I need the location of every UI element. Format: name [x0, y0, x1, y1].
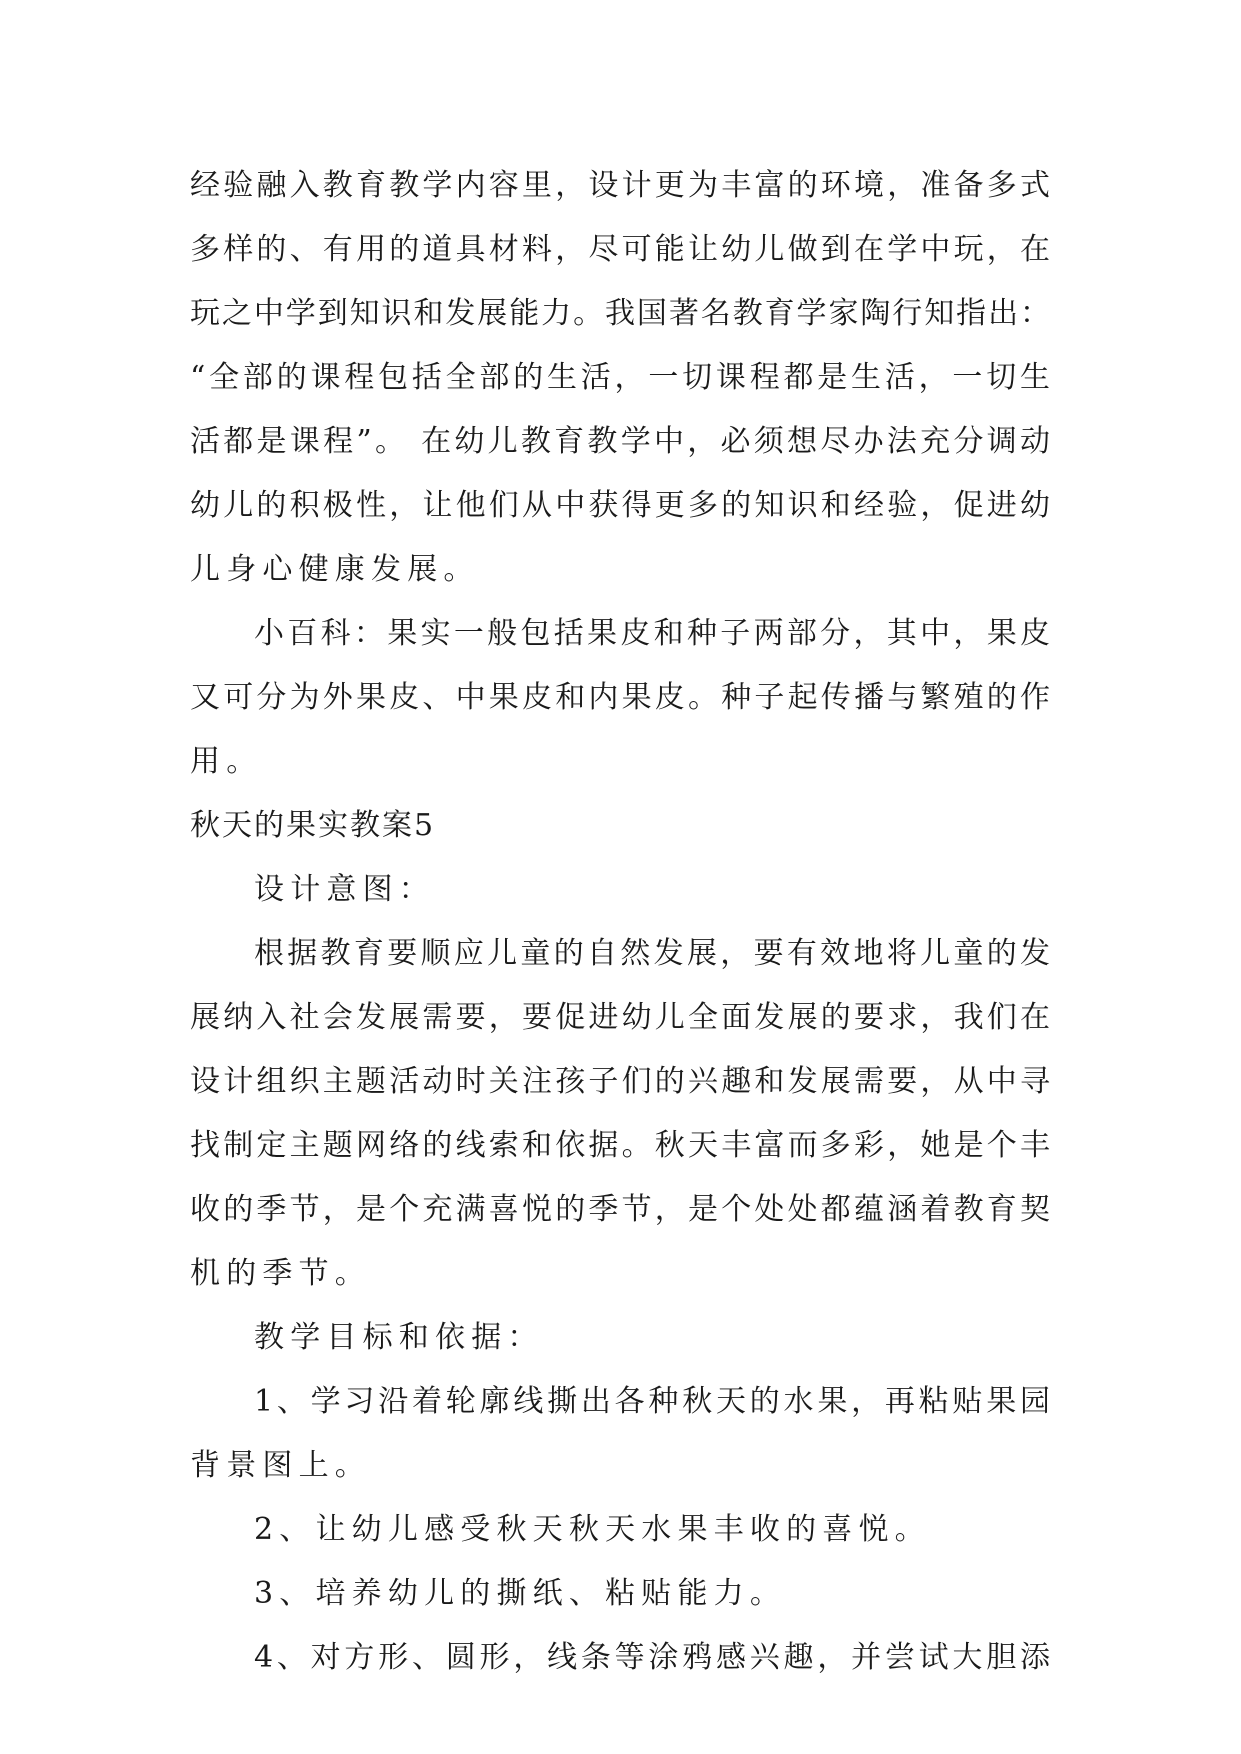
paragraph-line: 幼儿的积极性，让他们从中获得更多的知识和经验，促进幼 [190, 488, 1050, 523]
paragraph-line: 设计组织主题活动时关注孩子们的兴趣和发展需要，从中寻 [190, 1064, 1050, 1099]
paragraph-line: 收的季节，是个充满喜悦的季节，是个处处都蕴涵着教育契 [190, 1192, 1050, 1227]
paragraph-line: 又可分为外果皮、中果皮和内果皮。种子起传播与繁殖的作 [190, 680, 1050, 715]
paragraph-line: 儿身心健康发展。 [190, 552, 480, 587]
paragraph-line: 背景图上。 [190, 1448, 371, 1483]
paragraph-line: 多样的、有用的道具材料，尽可能让幼儿做到在学中玩，在 [190, 232, 1050, 267]
paragraph-line: 机的季节。 [190, 1256, 371, 1291]
paragraph-line: 用。 [190, 744, 263, 779]
paragraph-line: 2、让幼儿感受秋天秋天水果丰收的喜悦。 [254, 1512, 931, 1547]
paragraph-line: 玩之中学到知识和发展能力。我国著名教育学家陶行知指出： [190, 296, 1050, 331]
paragraph-line: 经验融入教育教学内容里，设计更为丰富的环境，准备多式 [190, 168, 1050, 203]
paragraph-line: 3、培养幼儿的撕纸、粘贴能力。 [254, 1576, 787, 1611]
paragraph-line: 小百科：果实一般包括果皮和种子两部分，其中，果皮 [254, 616, 1050, 651]
section-heading: 秋天的果实教案5 [190, 808, 436, 843]
paragraph-line: 1、学习沿着轮廓线撕出各种秋天的水果，再粘贴果园 [254, 1384, 1050, 1419]
document-page [190, 154, 1050, 1690]
paragraph-line: 教学目标和依据： [254, 1320, 544, 1355]
document-body [190, 154, 1050, 1690]
paragraph-line: 根据教育要顺应儿童的自然发展，要有效地将儿童的发 [254, 936, 1050, 971]
paragraph-line: “全部的课程包括全部的生活，一切课程都是生活，一切生 [190, 360, 1050, 395]
paragraph-line: 4、对方形、圆形，线条等涂鸦感兴趣，并尝试大胆添 [254, 1640, 1050, 1675]
paragraph-line: 活都是课程”。 在幼儿教育教学中，必须想尽办法充分调动 [190, 424, 1050, 459]
paragraph-line: 设计意图： [254, 872, 435, 907]
paragraph-line: 找制定主题网络的线索和依据。秋天丰富而多彩，她是个丰 [190, 1128, 1050, 1163]
paragraph-line: 展纳入社会发展需要，要促进幼儿全面发展的要求，我们在 [190, 1000, 1050, 1035]
